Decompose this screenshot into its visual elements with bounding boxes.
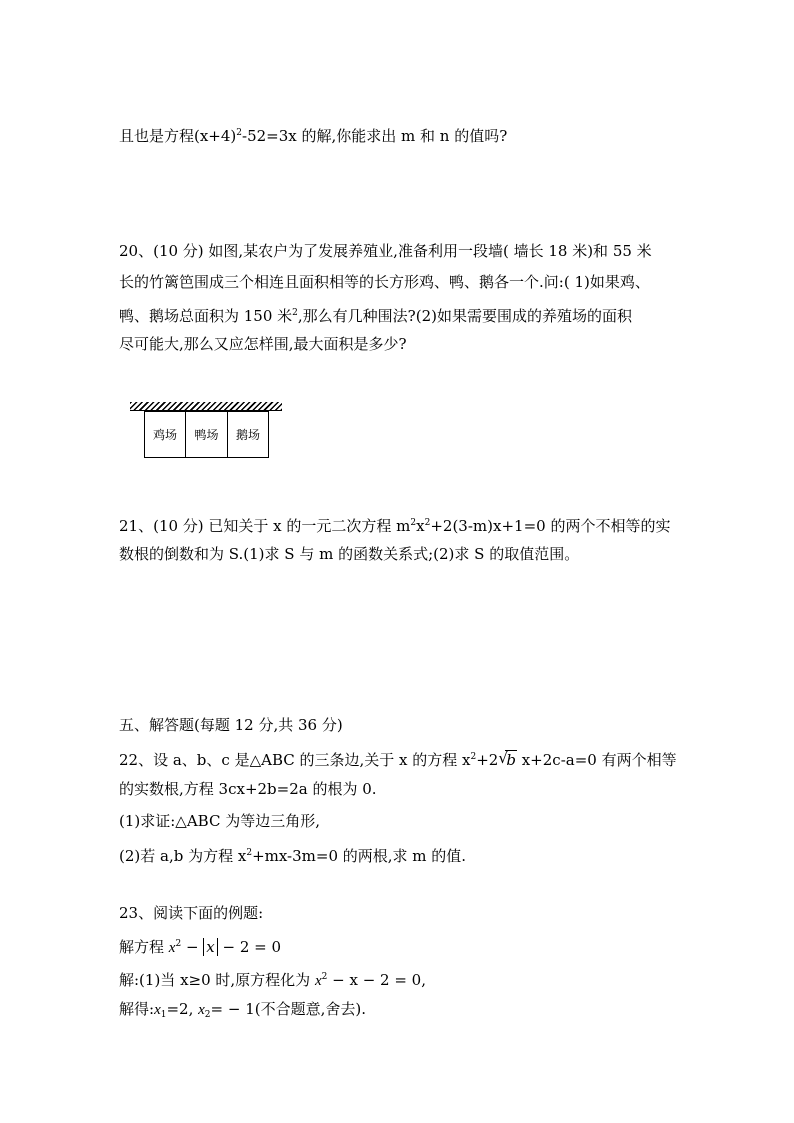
q23-line-3-exp: 2 (321, 972, 328, 982)
section-5-heading: 五、解答题(每题 12 分,共 36 分) (119, 716, 343, 734)
abs-value-x: x (203, 938, 217, 956)
q23-line-4-pre: 解得: (119, 1000, 155, 1018)
q23-line-3-x: x (314, 973, 322, 989)
sqrt-radical: √ b (498, 749, 516, 769)
q21-line-1 (119, 512, 670, 537)
q22-line-1 (119, 746, 677, 771)
q23-line-3-pre: 解:(1)当 x≥0 时,原方程化为 (119, 971, 315, 989)
q20-line-3 (119, 302, 632, 327)
q21-x: x (416, 517, 425, 535)
q20-line-4: 尽可能大,那么又应怎样围,最大面积是多少? (119, 335, 407, 353)
q23-x2: x (198, 1002, 205, 1018)
q22-coef: +2 (476, 751, 499, 769)
q23-eq-post: − 2 = 0 (217, 938, 282, 956)
q22-line-3: (1)求证:△ABC 为等边三角形, (119, 812, 320, 830)
q23-eq-exp: 2 (175, 939, 182, 949)
q20-exponent: 2 (292, 308, 298, 318)
q22-line-4 (119, 842, 466, 867)
q19-exponent: 2 (236, 128, 243, 138)
sqrt-radicand: b (506, 751, 516, 769)
q23-eq-minus: − (181, 938, 204, 956)
q22-line-1-pre: 22、设 a、b、c 是△ABC 的三条边,关于 x 的方程 x (119, 751, 471, 769)
q20-line-2: 长的竹篱笆围成三个相连且面积相等的长方形鸡、鸭、鹅各一个.问:( 1)如果鸡、 (119, 273, 650, 291)
q23-line-4 (119, 998, 366, 1026)
pen-duck: 鸭场 (185, 411, 228, 458)
q23-line-2-pre: 解方程 (119, 938, 169, 956)
pen-goose: 鹅场 (227, 411, 269, 458)
q21-line-1-pre: 21、(10 分) 已知关于 x 的一元二次方程 m (119, 517, 411, 535)
q19-text-pre: 且也是方程(x+4) (119, 127, 237, 145)
q20-line-1: 20、(10 分) 如图,某农户为了发展养殖业,准备利用一段墙( 墙长 18 米)和 55 米 (119, 242, 652, 260)
q23-line-1: 23、阅读下面的例题: (119, 904, 264, 922)
q22-line-4-post: +mx-3m=0 的两根,求 m 的值. (252, 847, 467, 865)
q21-exp-x: 2 (424, 518, 431, 528)
farm-pens-figure (128, 400, 288, 462)
q23-eq-x: x (168, 940, 176, 956)
q22-line-2: 的实数根,方程 3cx+2b=2a 的根为 0. (119, 780, 377, 798)
pen-chicken: 鸡场 (144, 411, 186, 458)
q23-sub-1: 1 (160, 1010, 167, 1020)
q23-line-3-post: − x − 2 = 0, (327, 971, 426, 989)
q23-sub-2: 2 (204, 1010, 211, 1020)
q21-line-1-post: +2(3-m)x+1=0 的两个不相等的实 (430, 517, 671, 535)
q23-line-4-post: = − 1(不合题意,舍去). (210, 1000, 366, 1018)
q22-line-4-exp: 2 (246, 848, 253, 858)
wall-hatching (130, 402, 282, 410)
q23-line-3 (119, 966, 426, 992)
q19-tail-line (119, 122, 507, 147)
q21-line-2: 数根的倒数和为 S.(1)求 S 与 m 的函数关系式;(2)求 S 的取值范围。 (119, 545, 580, 563)
q20-line-3-post: ,那么有几种围法?(2)如果需要围成的养殖场的面积 (297, 307, 632, 325)
q20-line-3-pre: 鸭、鹅场总面积为 150 米 (119, 307, 293, 325)
q23-x1: x (154, 1002, 161, 1018)
q22-exp: 2 (470, 752, 477, 762)
q21-exp-m: 2 (410, 518, 417, 528)
q23-line-2 (119, 933, 281, 959)
q22-line-1-post: x+2c-a=0 有两个相等 (516, 751, 677, 769)
q19-text-post: -52=3x 的解,你能求出 m 和 n 的值吗? (242, 127, 508, 145)
q22-line-4-pre: (2)若 a,b 为方程 x (119, 847, 247, 865)
q23-line-4-mid: =2, (166, 1000, 199, 1018)
